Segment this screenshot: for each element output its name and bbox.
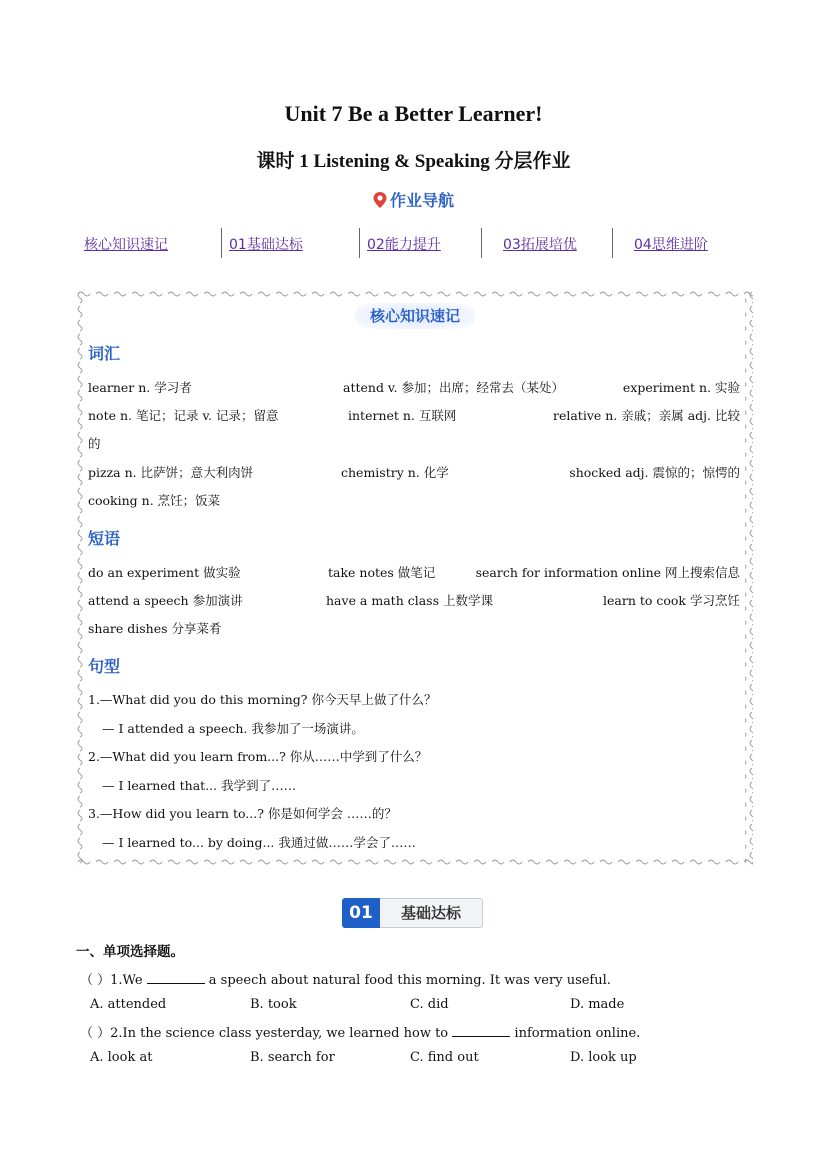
vocab-item: attend v. 参加；出席；经常去（某处） [343, 380, 564, 395]
phrase-item: share dishes 分享菜肴 [88, 621, 222, 636]
question-1 [80, 969, 611, 988]
nav-divider [221, 228, 222, 258]
vocab-item: chemistry n. 化学 [341, 465, 449, 480]
page-title: Unit 7 Be a Better Learner! [284, 101, 543, 126]
sentence-line: 2.—What did you learn from...? 你从……中学到了什么？ [88, 749, 428, 764]
phrase-row [88, 591, 740, 611]
answer-blank[interactable] [147, 971, 205, 984]
phrase-row [88, 619, 740, 639]
phrase-item: take notes 做笔记 [328, 565, 436, 580]
nav-link-extension[interactable]: 03拓展培优 [503, 237, 577, 253]
option-d[interactable]: D. look up [570, 1050, 637, 1065]
section-number: 01 [342, 898, 380, 928]
vocab-item: internet n. 互联网 [348, 408, 457, 423]
nav-heading-label: 作业导航 [389, 191, 454, 210]
homework-nav [84, 228, 744, 260]
vocab-row [88, 491, 740, 511]
section-label: 基础达标 [380, 898, 483, 928]
nav-link-core-knowledge[interactable]: 核心知识速记 [84, 237, 168, 253]
nav-link-thinking[interactable]: 04思维进阶 [634, 237, 708, 253]
option-b[interactable]: B. took [250, 997, 297, 1012]
phrase-item: search for information online 网上搜索信息 [475, 565, 740, 580]
sentence-line: — I attended a speech. 我参加了一场演讲。 [102, 721, 364, 736]
vocab-item: relative n. 亲戚；亲属 adj. 比较 [552, 408, 740, 423]
question-prefix: （ ）1.We [80, 973, 147, 988]
vocab-item: 的 [88, 436, 101, 451]
vocab-row [88, 463, 740, 483]
vocab-heading: 词汇 [88, 344, 121, 363]
answer-blank[interactable] [452, 1024, 510, 1037]
question-2 [80, 1022, 640, 1041]
question-suffix: a speech about natural food this morning. It was very useful. [204, 973, 611, 988]
vocab-row [88, 434, 740, 454]
nav-divider [481, 228, 482, 258]
box-title: 核心知识速记 [369, 307, 460, 325]
option-a[interactable]: A. attended [90, 997, 167, 1012]
phrase-item: do an experiment 做实验 [88, 565, 241, 580]
sentence-line: 1.—What did you do this morning? 你今天早上做了什么？ [88, 692, 437, 707]
vocab-row [88, 406, 740, 426]
vocab-item: experiment n. 实验 [622, 380, 740, 395]
nav-divider [612, 228, 613, 258]
option-d[interactable]: D. made [570, 997, 625, 1012]
vocab-item: pizza n. 比萨饼；意大利肉饼 [88, 465, 254, 480]
question-suffix: information online. [510, 1026, 641, 1041]
vocab-item: learner n. 学习者 [88, 380, 192, 395]
nav-link-basic[interactable]: 01基础达标 [229, 237, 303, 253]
phrase-row [88, 563, 740, 583]
sentence-line: 3.—How did you learn to...? 你是如何学会 ……的？ [88, 806, 397, 821]
option-c[interactable]: C. find out [410, 1050, 479, 1065]
nav-heading [0, 188, 827, 211]
nav-divider [359, 228, 360, 258]
option-b[interactable]: B. search for [250, 1050, 335, 1065]
vocab-item: cooking n. 烹饪；饭菜 [88, 493, 221, 508]
phrase-heading: 短语 [88, 529, 121, 548]
option-a[interactable]: A. look at [90, 1050, 153, 1065]
sentence-heading: 句型 [88, 657, 121, 676]
vocab-item: note n. 笔记；记录 v. 记录；留意 [88, 408, 279, 423]
section-badge [342, 898, 484, 928]
nav-link-ability[interactable]: 02能力提升 [367, 237, 441, 253]
vocab-row [88, 378, 740, 398]
phrase-item: attend a speech 参加演讲 [88, 593, 243, 608]
phrase-item: learn to cook 学习烹饪 [603, 593, 740, 608]
sentence-line: — I learned to... by doing... 我通过做……学会了…… [102, 835, 416, 850]
sentence-line: — I learned that... 我学到了…… [102, 778, 297, 793]
location-pin-icon [373, 192, 387, 208]
page-subtitle: 课时 1 Listening & Speaking 分层作业 [256, 151, 571, 172]
phrase-item: have a math class 上数学课 [326, 593, 493, 608]
option-c[interactable]: C. did [410, 997, 449, 1012]
part-heading: 一、单项选择题。 [76, 944, 184, 960]
vocab-item: shocked adj. 震惊的；惊愕的 [569, 465, 740, 480]
question-prefix: （ ）2.In the science class yesterday, we learned how to [80, 1026, 453, 1041]
